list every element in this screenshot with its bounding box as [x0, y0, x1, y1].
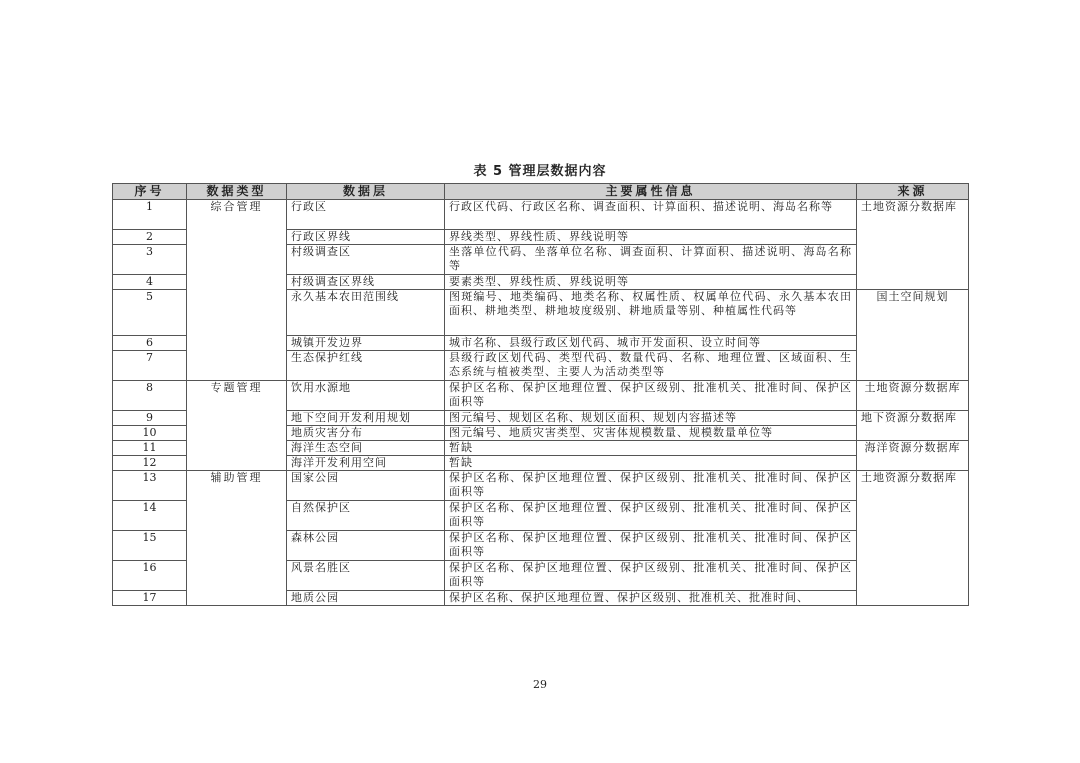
row-number: 13 [113, 471, 187, 501]
row-number: 10 [113, 426, 187, 441]
data-type-cell: 综合管理 [187, 200, 287, 381]
attribute-info: 保护区名称、保护区地理位置、保护区级别、批准机关、批准时间、保护区面积等 [445, 561, 857, 591]
row-number: 6 [113, 336, 187, 351]
data-type-cell: 辅助管理 [187, 471, 287, 606]
row-number: 9 [113, 411, 187, 426]
row-number: 1 [113, 200, 187, 230]
layer-name: 海洋开发利用空间 [287, 456, 445, 471]
data-type-cell: 专题管理 [187, 381, 287, 471]
table-row [113, 471, 969, 501]
header-no: 序号 [113, 184, 187, 200]
attribute-info: 图元编号、规划区名称、规划区面积、规划内容描述等 [445, 411, 857, 426]
attribute-info: 城市名称、县级行政区划代码、城市开发面积、设立时间等 [445, 336, 857, 351]
layer-name: 风景名胜区 [287, 561, 445, 591]
table-caption: 表 5 管理层数据内容 [473, 164, 607, 179]
source-cell: 土地资源分数据库 [857, 381, 969, 411]
attribute-info: 保护区名称、保护区地理位置、保护区级别、批准机关、批准时间、保护区面积等 [445, 381, 857, 411]
attribute-info: 坐落单位代码、坐落单位名称、调查面积、计算面积、描述说明、海岛名称等 [445, 245, 857, 275]
layer-name: 城镇开发边界 [287, 336, 445, 351]
layer-name: 森林公园 [287, 531, 445, 561]
header-type: 数据类型 [187, 184, 287, 200]
attribute-info: 界线类型、界线性质、界线说明等 [445, 230, 857, 245]
attribute-info: 暂缺 [445, 441, 857, 456]
attribute-info: 行政区代码、行政区名称、调查面积、计算面积、描述说明、海岛名称等 [445, 200, 857, 230]
layer-name: 饮用水源地 [287, 381, 445, 411]
header-attributes: 主要属性信息 [445, 184, 857, 200]
layer-name: 地质灾害分布 [287, 426, 445, 441]
source-cell: 国土空间规划 [857, 290, 969, 381]
source-cell: 土地资源分数据库 [857, 200, 969, 290]
table-row [113, 381, 969, 411]
layer-name: 地下空间开发利用规划 [287, 411, 445, 426]
layer-name: 地质公园 [287, 591, 445, 606]
layer-name: 行政区界线 [287, 230, 445, 245]
attribute-info: 保护区名称、保护区地理位置、保护区级别、批准机关、批准时间、保护区面积等 [445, 531, 857, 561]
layer-name: 国家公园 [287, 471, 445, 501]
attribute-info: 图元编号、地质灾害类型、灾害体规模数量、规模数量单位等 [445, 426, 857, 441]
management-layer-table [112, 183, 969, 606]
attribute-info: 要素类型、界线性质、界线说明等 [445, 275, 857, 290]
row-number: 12 [113, 456, 187, 471]
layer-name: 自然保护区 [287, 501, 445, 531]
layer-name: 村级调查区 [287, 245, 445, 275]
row-number: 16 [113, 561, 187, 591]
layer-name: 行政区 [287, 200, 445, 230]
row-number: 14 [113, 501, 187, 531]
layer-name: 永久基本农田范围线 [287, 290, 445, 336]
source-cell: 海洋资源分数据库 [857, 441, 969, 471]
layer-name: 生态保护红线 [287, 351, 445, 381]
row-number: 8 [113, 381, 187, 411]
row-number: 3 [113, 245, 187, 275]
header-source: 来源 [857, 184, 969, 200]
source-cell: 地下资源分数据库 [857, 411, 969, 441]
row-number: 15 [113, 531, 187, 561]
row-number: 7 [113, 351, 187, 381]
table-header-row [113, 184, 969, 200]
attribute-info: 保护区名称、保护区地理位置、保护区级别、批准机关、批准时间、保护区面积等 [445, 501, 857, 531]
row-number: 4 [113, 275, 187, 290]
row-number: 11 [113, 441, 187, 456]
attribute-info: 暂缺 [445, 456, 857, 471]
header-layer: 数据层 [287, 184, 445, 200]
layer-name: 村级调查区界线 [287, 275, 445, 290]
attribute-info: 县级行政区划代码、类型代码、数量代码、名称、地理位置、区域面积、生态系统与植被类型、主要人为活动类型等 [445, 351, 857, 381]
row-number: 5 [113, 290, 187, 336]
row-number: 17 [113, 591, 187, 606]
attribute-info: 图斑编号、地类编码、地类名称、权属性质、权属单位代码、永久基本农田面积、耕地类型、耕地坡度级别、耕地质量等别、种植属性代码等 [445, 290, 857, 336]
row-number: 2 [113, 230, 187, 245]
table-row [113, 200, 969, 230]
attribute-info: 保护区名称、保护区地理位置、保护区级别、批准机关、批准时间、 [445, 591, 857, 606]
attribute-info: 保护区名称、保护区地理位置、保护区级别、批准机关、批准时间、保护区面积等 [445, 471, 857, 501]
layer-name: 海洋生态空间 [287, 441, 445, 456]
page-number: 29 [533, 678, 547, 691]
source-cell: 土地资源分数据库 [857, 471, 969, 606]
